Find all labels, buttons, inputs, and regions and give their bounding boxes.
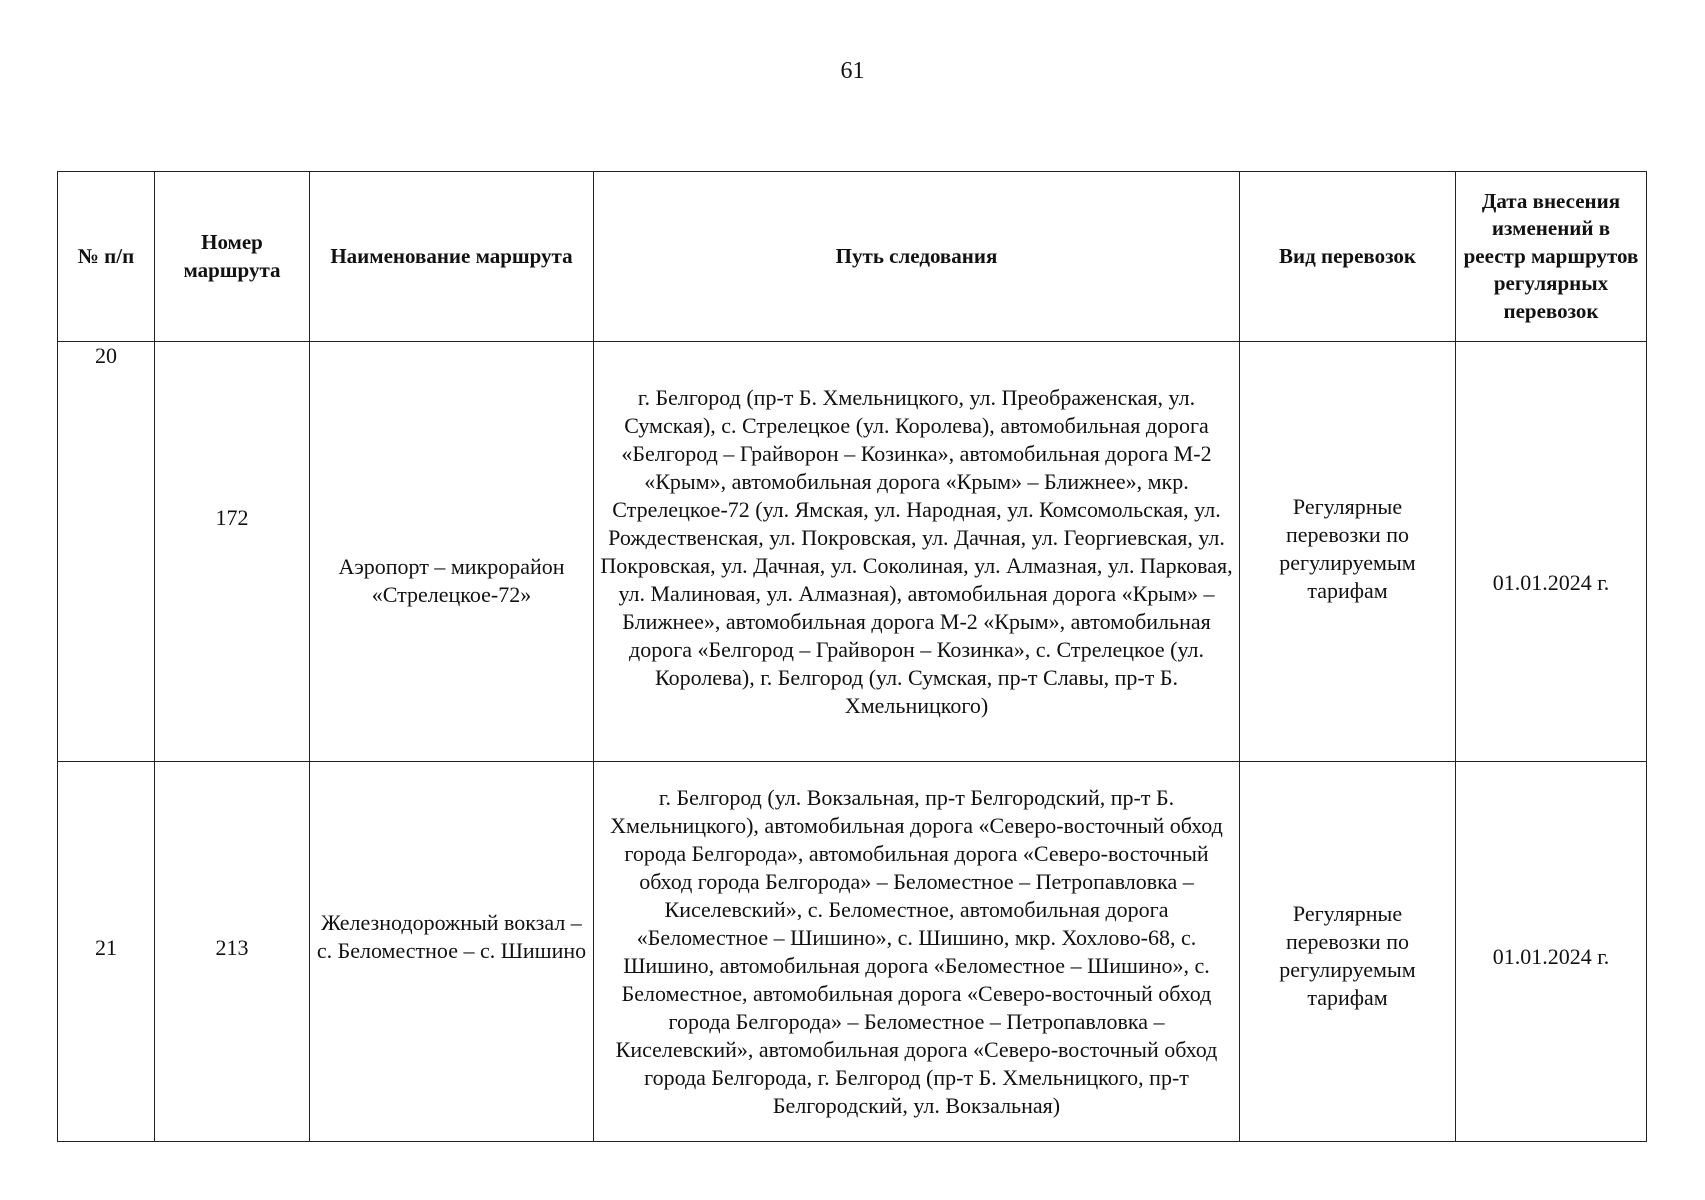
cell-route-name: Аэропорт – микрорайон «Стрелецкое-72» [310,342,594,762]
routes-table [57,171,1647,1142]
table-row [58,342,1647,762]
cell-transport-type: Регулярные перевозки по регулируемым тарифам [1240,762,1456,1142]
cell-route-number: 172 [155,342,310,762]
page-number: 61 [840,58,865,84]
cell-change-date: 01.01.2024 г. [1456,342,1647,762]
header-change-date: Дата внесения изменений в реестр маршрутов регулярных перевозок [1456,172,1647,342]
cell-transport-type: Регулярные перевозки по регулируемым тарифам [1240,342,1456,762]
cell-path: г. Белгород (ул. Вокзальная, пр-т Белгородский, пр-т Б. Хмельницкого), автомобильная дорога «Северо-восточный обход города Белгорода», автомобильная дорога «Северо-восточный обход города Белгорода» – Беломестное – Петропавловка – Киселевский», с. Беломестное, автомобильная дорога «Беломестное – Шишино», с. Шишино, мкр. Хохлово-68, с. Шишино, автомобильная дорога «Беломестное – Шишино», с. Беломестное, автомобильная дорога «Северо-восточный обход города Белгорода» – Беломестное – Петропавловка – Киселевский», автомобильная дорога «Северо-восточный обход города Белгорода, г. Белгород (пр-т Б. Хмельницкого, пр-т Белгородский, ул. Вокзальная) [594,762,1240,1142]
cell-path: г. Белгород (пр-т Б. Хмельницкого, ул. Преображенская, ул. Сумская), с. Стрелецкое (ул. Королева), автомобильная дорога «Белгород – Грайворон – Козинка», автомобильная дорога М-2 «Крым», автомобильная дорога «Крым» – Ближнее», мкр. Стрелецкое-72 (ул. Ямская, ул. Народная, ул. Комсомольская, ул. Рождественская, ул. Покровская, ул. Дачная, ул. Георгиевская, ул. Покровская, ул. Дачная, ул. Соколиная, ул. Алмазная, ул. Парковая, ул. Малиновая, ул. Алмазная), автомобильная дорога «Крым» – Ближнее», автомобильная дорога М-2 «Крым», автомобильная дорога «Белгород – Грайворон – Козинка», с. Стрелецкое (ул. Королева), г. Белгород (ул. Сумская, пр-т Славы, пр-т Б. Хмельницкого) [594,342,1240,762]
header-path: Путь следования [594,172,1240,342]
cell-route-name: Железнодорожный вокзал – с. Беломестное – с. Шишино [310,762,594,1142]
table-row [58,762,1647,1142]
cell-num: 20 [58,342,155,762]
header-route-name: Наименование маршрута [310,172,594,342]
table-header-row [58,172,1647,342]
cell-change-date: 01.01.2024 г. [1456,762,1647,1142]
cell-route-number: 213 [155,762,310,1142]
header-num: № п/п [58,172,155,342]
header-transport-type: Вид перевозок [1240,172,1456,342]
cell-num: 21 [58,762,155,1142]
header-route-number: Номер маршрута [155,172,310,342]
